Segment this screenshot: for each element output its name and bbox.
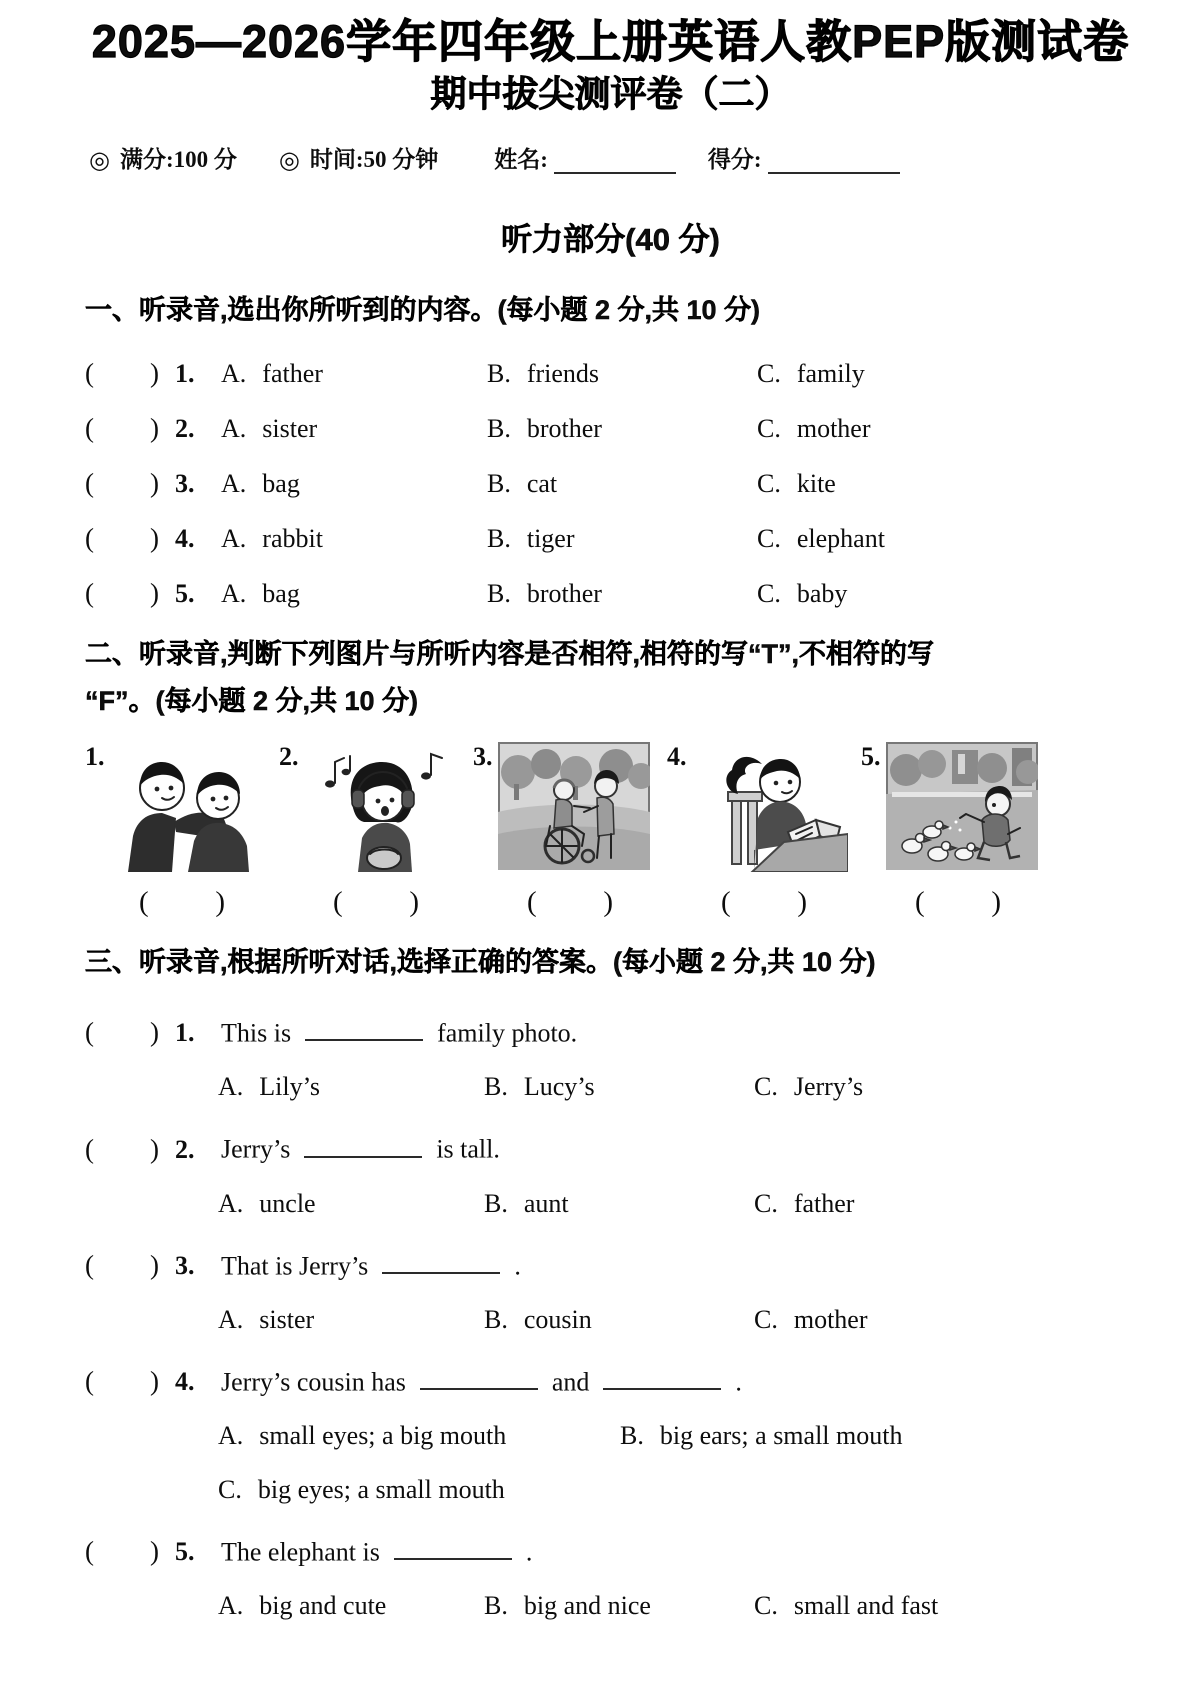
- s3-q4-option-b: B. big ears; a small mouth: [620, 1421, 903, 1451]
- paper-subtitle: 期中拔尖测评卷（二）: [430, 72, 791, 114]
- picture-slot-3: [473, 742, 667, 872]
- s3-q1-option-c: C. Jerry’s: [754, 1072, 864, 1102]
- picture-number: 5.: [861, 741, 881, 771]
- s1-q5-option-a: A. bag: [221, 579, 300, 609]
- answer-paren: ( ): [85, 413, 159, 444]
- answer-paren: ( ): [85, 468, 159, 499]
- fill-blank-line: [305, 1012, 423, 1041]
- s3-q4-options-line2: [218, 1475, 1136, 1505]
- score-label: 得分:: [707, 146, 762, 172]
- name-item: [494, 141, 676, 174]
- paper-meta-row: [85, 141, 1136, 174]
- picture-answer-1: ( ): [139, 885, 225, 918]
- two-friends-illustration: [110, 742, 272, 872]
- picture-answer-4: ( ): [721, 885, 807, 918]
- s3-q2-option-b: B. aunt: [484, 1188, 569, 1218]
- music-note-icon: [325, 756, 350, 788]
- section1-questions: [85, 358, 1136, 609]
- picture-answer-3: ( ): [527, 885, 613, 918]
- fill-blank-line: [382, 1245, 500, 1274]
- grandpa-wheelchair-illustration: [498, 742, 650, 870]
- s3-q5-option-a: A. big and cute: [218, 1591, 387, 1621]
- section2-heading-line1: 二、听录音,判断下列图片与所听内容是否相符,相符的写“T”,不相符的写: [85, 639, 934, 670]
- full-score-label: 满分:100 分: [119, 146, 237, 172]
- s3-q3-option-c: C. mother: [754, 1304, 868, 1334]
- question-stem: The elephant is .: [221, 1531, 1136, 1567]
- answer-paren: ( ): [85, 1249, 159, 1280]
- s3-q5-options: [218, 1591, 1136, 1621]
- s1-q4-option-a: A. rabbit: [221, 524, 323, 554]
- s1-q5-option-b: B. brother: [487, 579, 602, 609]
- bullseye-icon: ◎: [278, 145, 300, 174]
- s1-q2-option-b: B. brother: [487, 414, 602, 444]
- s1-q3-option-a: A. bag: [221, 469, 300, 499]
- s1-q1-option-a: A. father: [221, 359, 323, 389]
- s3-q5-option-c: C. small and fast: [754, 1591, 939, 1621]
- question-number: 1.: [175, 1018, 195, 1048]
- picture-slot-5: [861, 742, 1055, 872]
- answer-paren: ( ): [85, 523, 159, 554]
- section1-heading: 一、听录音,选出你所听到的内容。(每小题 2 分,共 10 分): [85, 294, 761, 325]
- question-stem: This is family photo.: [221, 1012, 1136, 1048]
- picture-number: 3.: [473, 741, 493, 771]
- s3-question-5: [85, 1531, 1136, 1567]
- question-number: 2.: [175, 414, 195, 444]
- girl-reading-illustration: [692, 742, 848, 872]
- s3-q3-option-a: A. sister: [218, 1304, 315, 1334]
- boy-feeding-ducks-illustration: [886, 742, 1038, 870]
- fill-blank-line: [394, 1531, 512, 1560]
- picture-answer-5: ( ): [915, 885, 1001, 918]
- bullseye-icon: ◎: [89, 145, 110, 174]
- question-number: 1.: [175, 359, 195, 389]
- fill-blank-line: [304, 1128, 422, 1157]
- s3-q2-option-c: C. father: [754, 1188, 855, 1218]
- s1-q5-option-c: C. baby: [757, 579, 848, 609]
- question-number: 2.: [175, 1134, 195, 1164]
- s3-q3-option-b: B. cousin: [484, 1304, 592, 1334]
- score-item: [708, 141, 900, 174]
- s1-q1-option-b: B. friends: [487, 359, 600, 389]
- full-score-item: [89, 141, 237, 174]
- s3-q3-options: [218, 1305, 1136, 1335]
- picture-number: 2.: [279, 741, 299, 771]
- section2-heading-line2: “F”。(每小题 2 分,共 10 分): [85, 686, 419, 717]
- s3-q1-option-a: A. Lily’s: [218, 1072, 320, 1102]
- s1-q4-option-c: C. elephant: [757, 524, 885, 554]
- s3-q4-options-line1: [218, 1421, 1136, 1451]
- time-label: 时间:50 分钟: [309, 146, 439, 172]
- s1-question-3: [85, 468, 1136, 499]
- s3-q1-options: [218, 1072, 1136, 1102]
- paper-title: 2025—2026学年四年级上册英语人教PEP版测试卷: [91, 16, 1130, 67]
- s1-question-5: [85, 578, 1136, 609]
- s1-q3-option-b: B. cat: [487, 469, 558, 499]
- s3-q1-option-b: B. Lucy’s: [484, 1072, 595, 1102]
- section3-heading: 三、听录音,根据所听对话,选择正确的答案。(每小题 2 分,共 10 分): [85, 946, 876, 977]
- s1-q2-option-a: A. sister: [221, 414, 318, 444]
- listening-part-title: 听力部分(40 分): [501, 221, 720, 257]
- question-number: 5.: [175, 1537, 195, 1567]
- question-number: 4.: [175, 1367, 195, 1397]
- s1-question-4: [85, 523, 1136, 554]
- s1-q4-option-b: B. tiger: [487, 524, 575, 554]
- answer-paren: ( ): [85, 1366, 159, 1397]
- question-number: 5.: [175, 579, 195, 609]
- s3-question-3: [85, 1245, 1136, 1281]
- s1-question-1: [85, 358, 1136, 389]
- music-note-icon: [421, 754, 442, 780]
- picture-answer-2: ( ): [333, 885, 419, 918]
- time-item: [279, 141, 438, 174]
- question-number: 4.: [175, 524, 195, 554]
- answer-paren: ( ): [85, 578, 159, 609]
- picture-number: 1.: [85, 741, 105, 771]
- answer-paren: ( ): [85, 358, 159, 389]
- s3-q4-option-c: C. big eyes; a small mouth: [218, 1475, 505, 1505]
- picture-slot-2: [279, 742, 473, 872]
- question-stem: Jerry’s is tall.: [221, 1128, 1136, 1164]
- answer-paren: ( ): [85, 1017, 159, 1048]
- s1-q3-option-c: C. kite: [757, 469, 836, 499]
- fill-blank-line: [420, 1361, 538, 1390]
- picture-slot-4: [667, 742, 861, 872]
- s3-question-4: [85, 1361, 1136, 1397]
- picture-slot-1: [85, 742, 279, 872]
- s3-question-2: [85, 1128, 1136, 1164]
- s1-q2-option-c: C. mother: [757, 414, 871, 444]
- s1-q1-option-c: C. family: [757, 359, 865, 389]
- question-stem: That is Jerry’s .: [221, 1245, 1136, 1281]
- answer-paren: ( ): [85, 1536, 159, 1567]
- s1-question-2: [85, 413, 1136, 444]
- answer-paren: ( ): [85, 1133, 159, 1164]
- name-label: 姓名:: [494, 146, 548, 172]
- s3-question-1: [85, 1012, 1136, 1048]
- question-stem: Jerry’s cousin has and .: [221, 1361, 1136, 1397]
- fill-blank-line: [603, 1361, 721, 1390]
- section2-answer-parens-row: [85, 886, 1136, 919]
- picture-number: 4.: [667, 741, 687, 771]
- s3-q2-options: [218, 1189, 1136, 1219]
- s3-q5-option-b: B. big and nice: [484, 1591, 651, 1621]
- section2-pictures-row: [85, 742, 1136, 872]
- s3-q4-option-a: A. small eyes; a big mouth: [218, 1421, 507, 1451]
- s3-q2-option-a: A. uncle: [218, 1188, 316, 1218]
- score-blank-line: [768, 148, 900, 174]
- question-number: 3.: [175, 469, 195, 499]
- name-blank-line: [554, 148, 676, 174]
- girl-listening-music-illustration: [304, 742, 454, 872]
- question-number: 3.: [175, 1250, 195, 1280]
